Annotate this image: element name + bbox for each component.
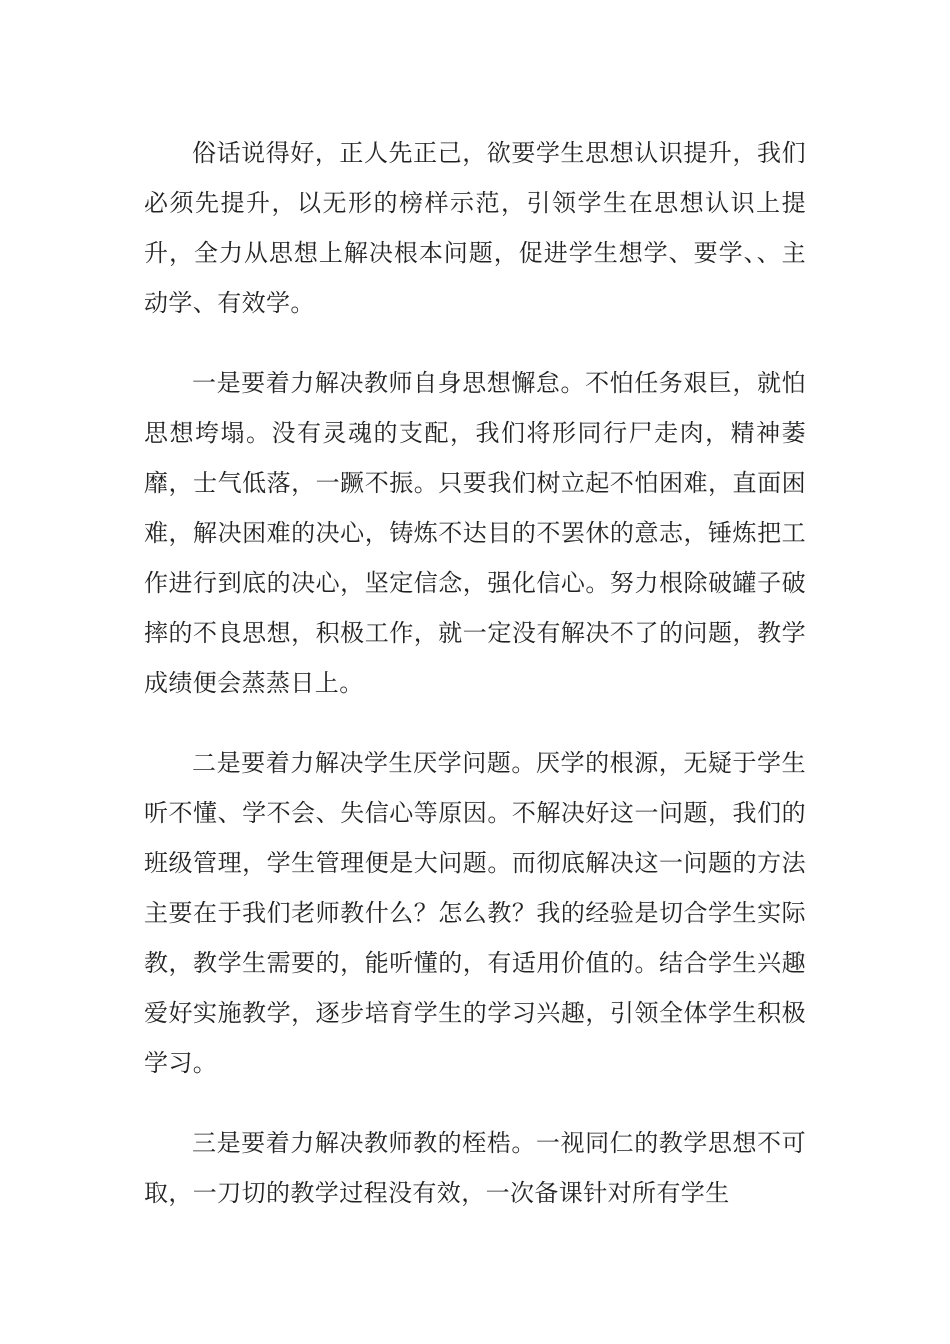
paragraph-intro: 俗话说得好，正人先正己，欲要学生思想认识提升，我们必须先提升，以无形的榜样示范，引领学生在思想认识上提升，全力从思想上解决根本问题，促进学生想学、要学、、主动学、有效学。 [144,139,806,317]
paragraph-teacher-mindset: 一是要着力解决教师自身思想懈怠。不怕任务艰巨，就怕思想垮塌。没有灵魂的支配，我们将形同行尸走肉，精神萎靡，士气低落，一蹶不振。只要我们树立起不怕困难，直面困难，解决困难的决心，铸炼不达目的不罢休的意志，锤炼把工作进行到底的决心，坚定信念，强化信心。努力根除破罐子破摔的不良思想，积极工作，就一定没有解决不了的问题，教学成绩便会蒸蒸日上。 [144,369,806,697]
document-body [144,128,806,1248]
paragraph-student-weariness: 二是要着力解决学生厌学问题。厌学的根源，无疑于学生听不懂、学不会、失信心等原因。不解决好这一问题，我们的班级管理，学生管理便是大问题。而彻底解决这一问题的方法主要在于我们老师教什么？怎么教？我的经验是切合学生实际教，教学生需要的，能听懂的，有适用价值的。结合学生兴趣爱好实施教学，逐步培育学生的学习兴趣，引领全体学生积极学习。 [144,749,806,1077]
paragraph-teaching-constraints: 三是要着力解决教师教的桎梏。一视同仁的教学思想不可取，一刀切的教学过程没有效，一次备课针对所有学生 [144,1129,806,1207]
